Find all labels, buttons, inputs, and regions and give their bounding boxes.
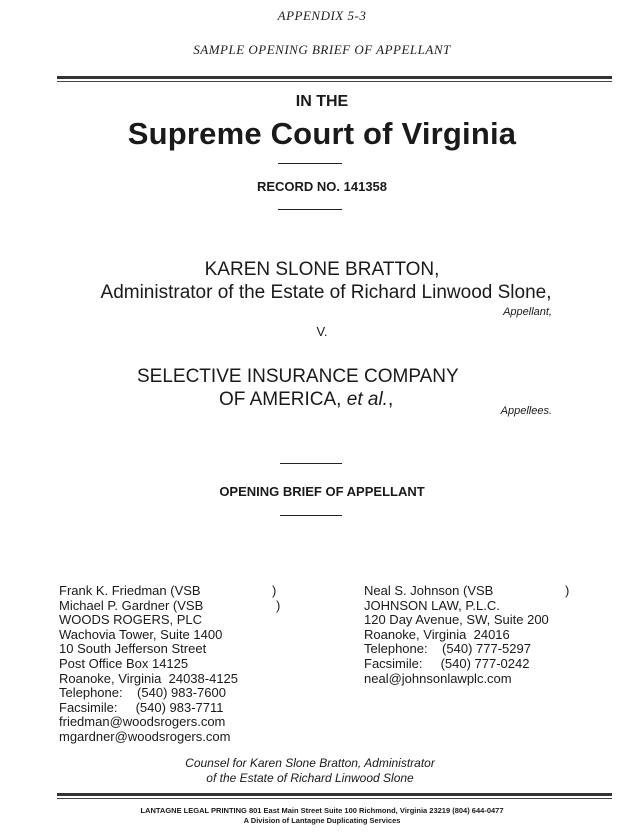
versus: V. xyxy=(316,324,328,339)
counsel-right-line: JOHNSON LAW, P.L.C. xyxy=(364,597,500,613)
counsel-left-line: Post Office Box 14125 xyxy=(59,655,189,671)
appellee-name-line2: OF AMERICA, et al., xyxy=(219,389,394,410)
record-number: RECORD NO. 141358 xyxy=(256,179,388,194)
counsel-left-line: Michael P. Gardner (VSB xyxy=(59,597,204,613)
counsel-left-line: Facsimile: (540) 983-7711 xyxy=(59,699,224,715)
counsel-left-paren: ) xyxy=(276,598,281,613)
counsel-left-block xyxy=(59,584,238,745)
bottom-rule-thick xyxy=(57,793,612,796)
counsel-left-line: 10 South Jefferson Street xyxy=(59,641,207,657)
counsel-left-line: WOODS ROGERS, PLC xyxy=(59,612,203,628)
appellant-title: Administrator of the Estate of Richard Linwood Slone, xyxy=(100,282,552,303)
counsel-right-line: neal@johnsonlawplc.com xyxy=(364,670,512,686)
court-name: Supreme Court of Virginia xyxy=(127,116,517,151)
appendix-label: APPENDIX 5-3 xyxy=(277,8,367,23)
appellee-role: Appellees. xyxy=(500,405,552,417)
in-the-heading: IN THE xyxy=(295,93,349,110)
counsel-for-line1: Counsel for Karen Slone Bratton, Administrator xyxy=(185,756,435,770)
divider-rule xyxy=(278,209,342,210)
counsel-right-line: Neal S. Johnson (VSB xyxy=(364,583,494,598)
counsel-right-line: Roanoke, Virginia 24016 xyxy=(364,626,510,642)
appellee-name-line1: SELECTIVE INSURANCE COMPANY xyxy=(137,366,459,387)
divider-rule xyxy=(280,515,342,516)
counsel-left-line: Frank K. Friedman (VSB xyxy=(59,583,201,598)
counsel-left-line: Telephone: (540) 983-7600 xyxy=(59,685,226,701)
counsel-right-line: 120 Day Avenue, SW, Suite 200 xyxy=(364,612,549,628)
top-rule-thick xyxy=(57,76,612,79)
counsel-left-line: Wachovia Tower, Suite 1400 xyxy=(59,626,223,642)
brief-title: OPENING BRIEF OF APPELLANT xyxy=(219,484,425,499)
counsel-for-line2: of the Estate of Richard Linwood Slone xyxy=(206,771,414,785)
counsel-right-line: Telephone: (540) 777-5297 xyxy=(364,641,531,657)
counsel-right-paren: ) xyxy=(565,583,570,598)
bottom-rule-thin xyxy=(57,798,612,799)
printer-footer-line1: LANTAGNE LEGAL PRINTING 801 East Main Street Suite 100 Richmond, Virginia 23219 (804) 644-0477 xyxy=(140,806,504,815)
divider-rule xyxy=(280,463,342,464)
counsel-left-paren: ) xyxy=(272,583,277,598)
top-rule-thin xyxy=(57,81,612,82)
counsel-left-line: friedman@woodsrogers.com xyxy=(59,714,226,730)
appendix-subtitle: SAMPLE OPENING BRIEF OF APPELLANT xyxy=(193,42,451,57)
counsel-left-line: Roanoke, Virginia 24038-4125 xyxy=(59,670,239,686)
counsel-right-block xyxy=(364,584,549,686)
counsel-left-line: mgardner@woodsrogers.com xyxy=(59,728,231,744)
appellant-role: Appellant, xyxy=(503,306,552,318)
counsel-right-line: Facsimile: (540) 777-0242 xyxy=(364,655,530,671)
printer-footer-line2: A Division of Lantagne Duplicating Services xyxy=(243,816,401,825)
appellant-name: KAREN SLONE BRATTON, xyxy=(204,259,440,280)
divider-rule xyxy=(278,163,342,164)
